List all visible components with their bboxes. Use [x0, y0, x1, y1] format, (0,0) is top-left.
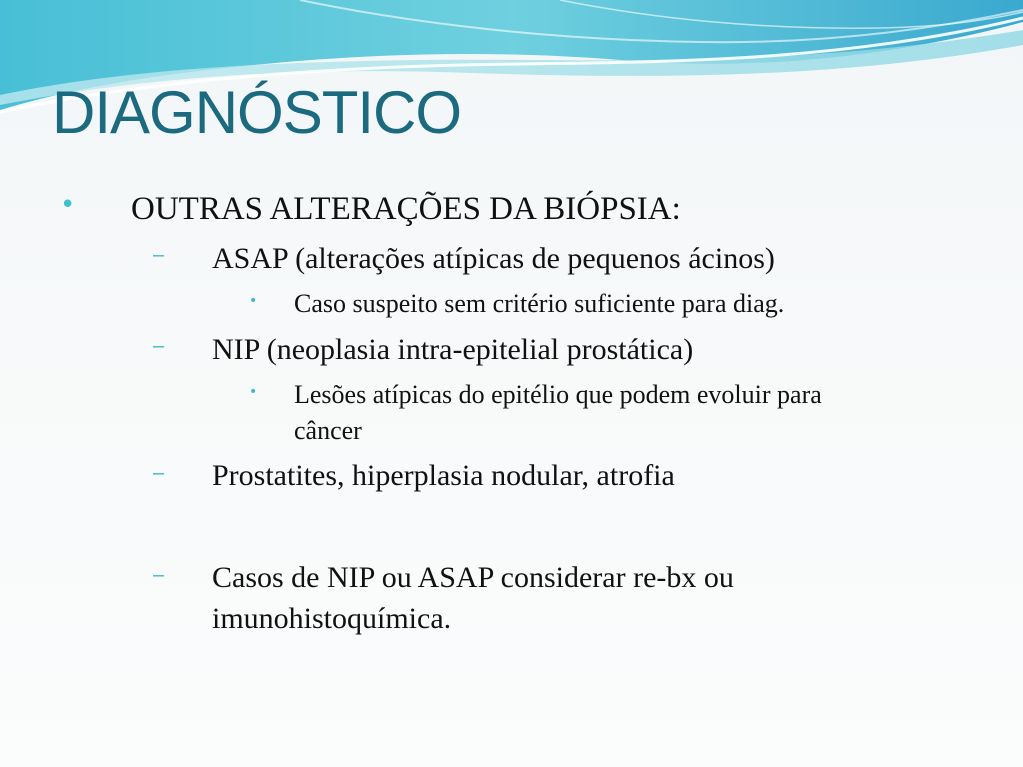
bullet-asap-text: ASAP (alterações atípicas de pequenos ácinos) — [212, 242, 775, 275]
bullet-casos-line2: imunohistoquímica. — [212, 602, 452, 635]
bullet-nip-text: NIP (neoplasia intra-epitelial prostática) — [212, 333, 694, 366]
bullet-main-text: OUTRAS ALTERAÇÕES DA BIÓPSIA: — [131, 191, 681, 227]
bullet-casos-line1: Casos de NIP ou ASAP considerar re-bx ou — [212, 561, 734, 594]
dash-marker: – — [153, 335, 165, 357]
dash-marker: – — [153, 462, 165, 484]
bullet-prostatites-text: Prostatites, hiperplasia nodular, atrofia — [212, 459, 675, 492]
bullet-marker: • — [60, 190, 76, 220]
sub-bullet-marker: • — [249, 293, 258, 309]
bullet-nip-sub-line2: câncer — [294, 416, 362, 445]
dash-marker: – — [153, 244, 165, 266]
bullet-nip-sub-line1: Lesões atípicas do epitélio que podem evoluir para — [294, 380, 822, 409]
slide-title: DIAGNÓSTICO — [52, 79, 462, 146]
bullet-asap-sub-text: Caso suspeito sem critério suficiente para diag. — [294, 289, 785, 318]
sub-bullet-marker: • — [249, 384, 258, 400]
dash-marker: – — [153, 564, 165, 586]
